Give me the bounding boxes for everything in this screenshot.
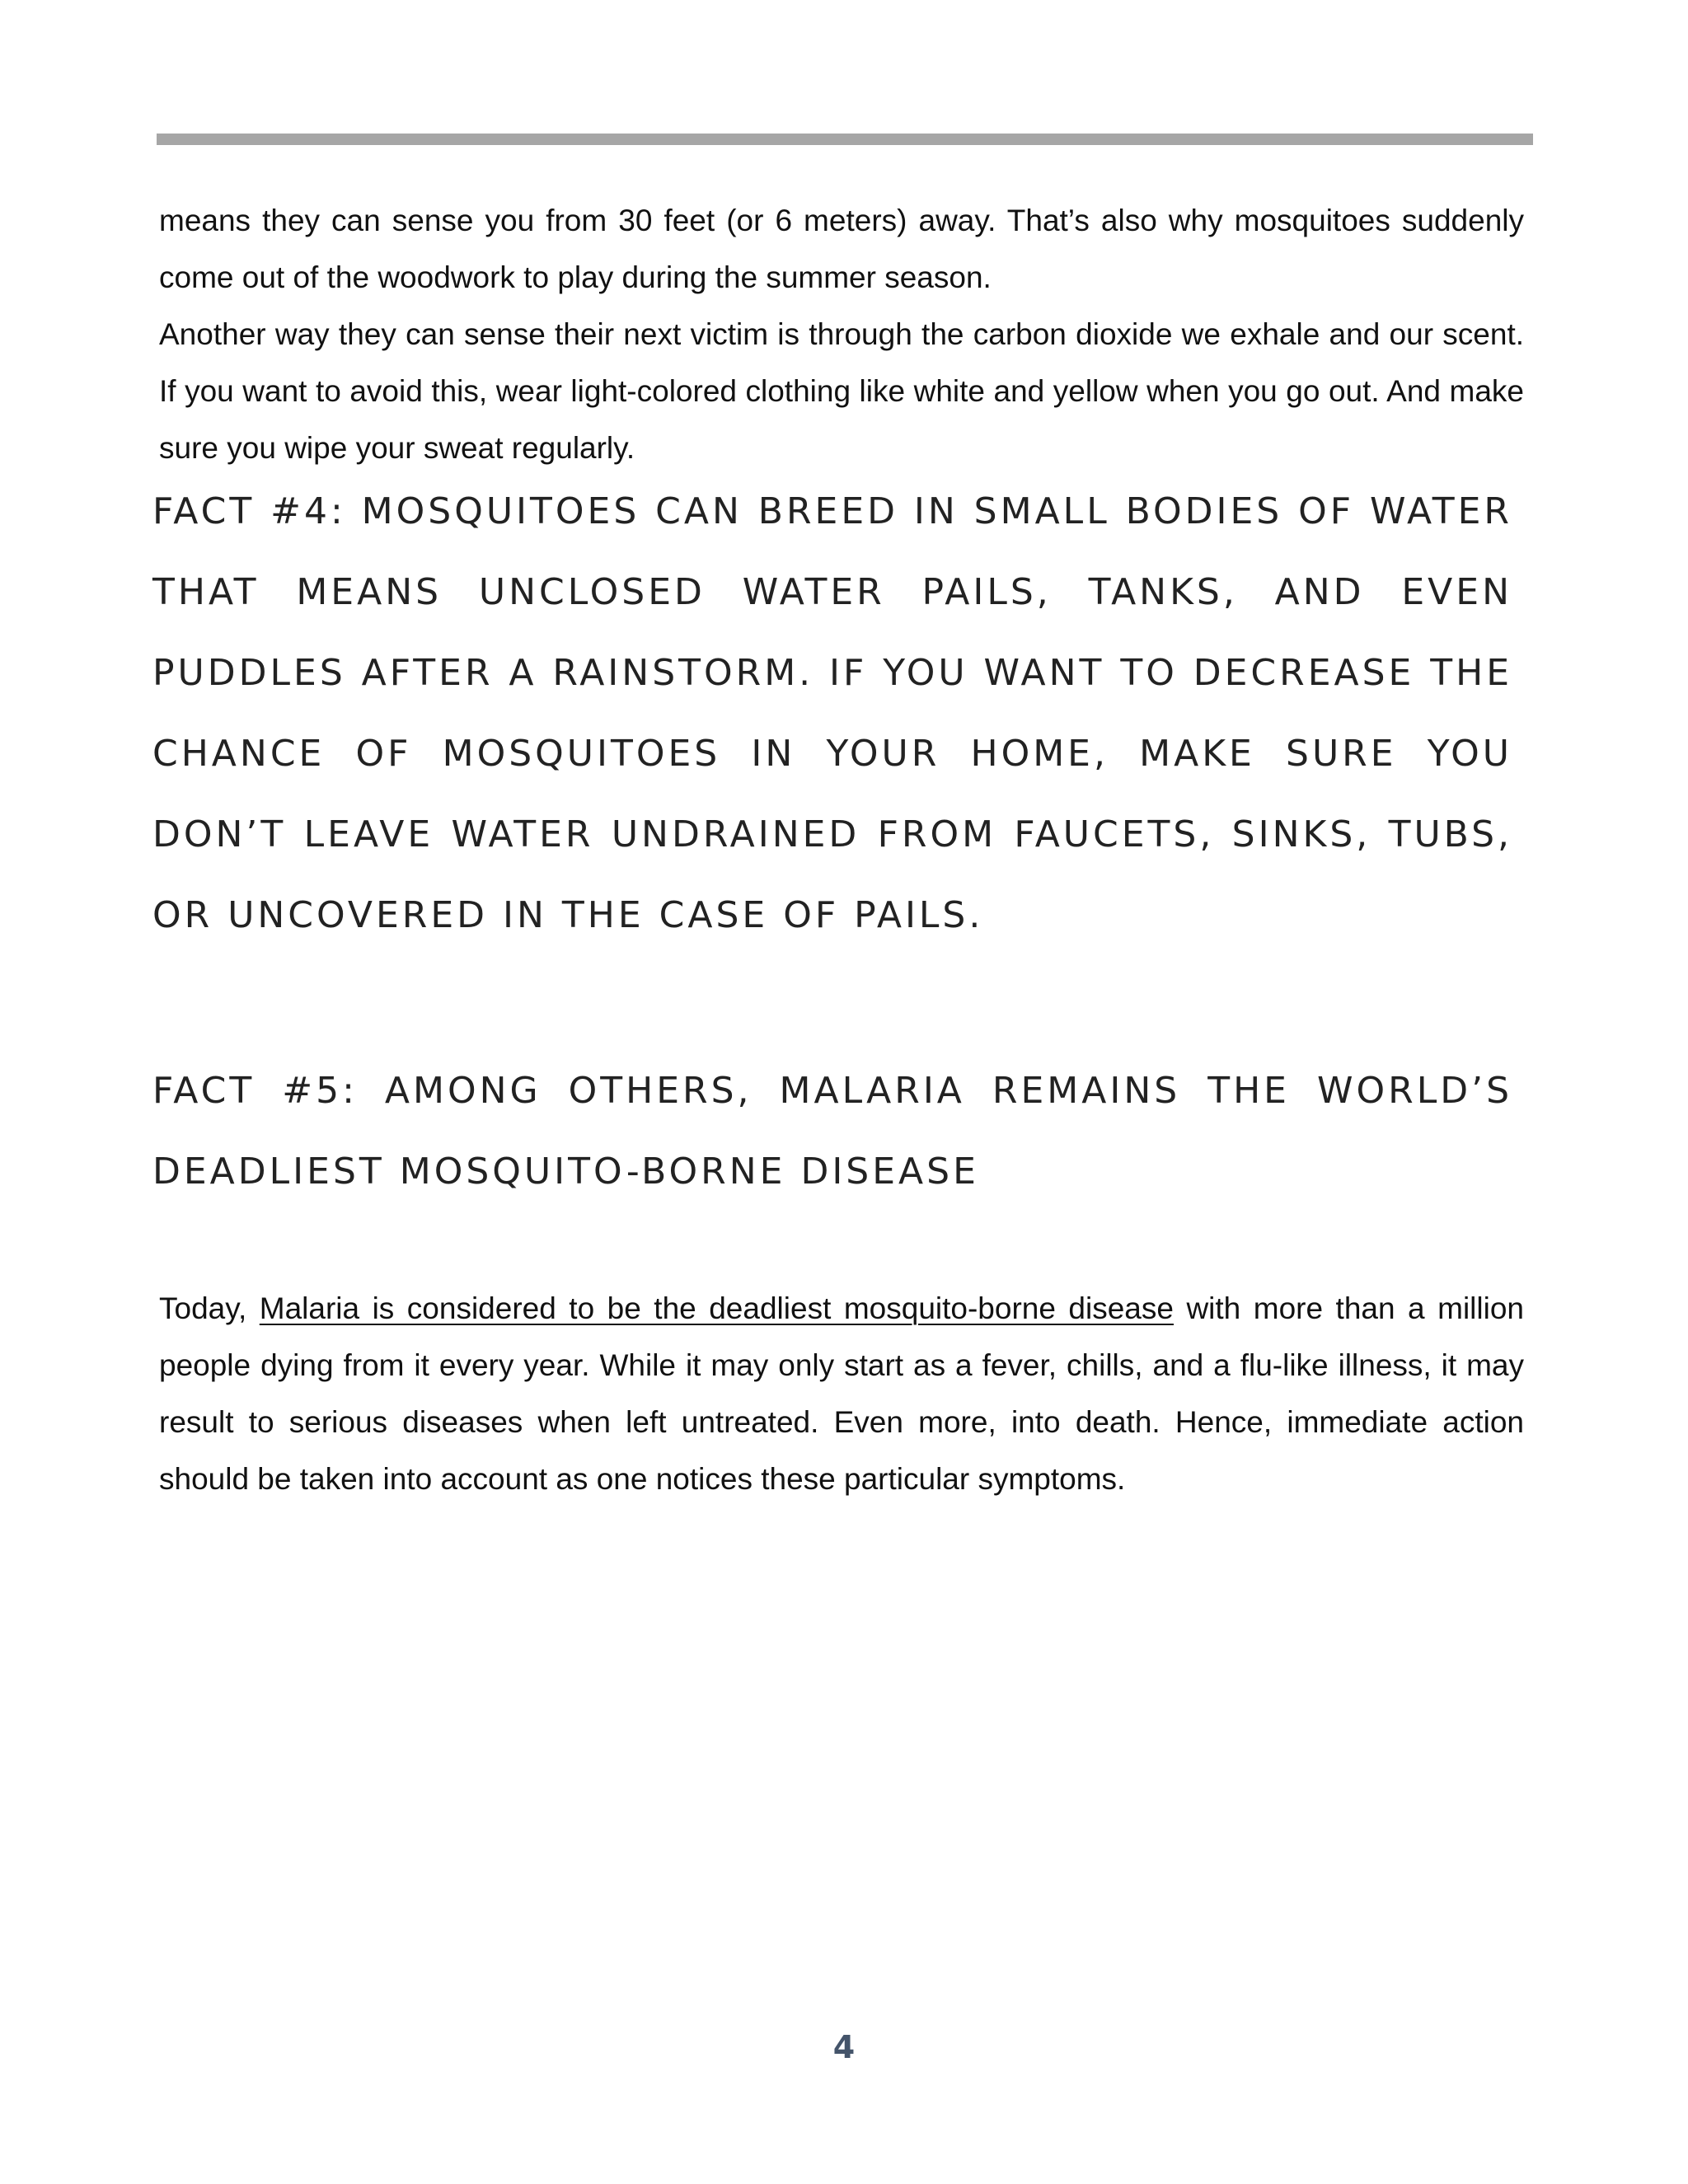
fact-5-heading: FACT #5: AMONG OTHERS, MALARIA REMAINS THE WORLD’S DEADLIEST MOSQUITO-BORNE DISEASE [152, 1070, 1512, 1193]
paragraph-scent: Another way they can sense their next victim is through the carbon dioxide we exhale and our scent. If you want to avoid this, wear light-colored clothing like white and yellow when you go out. And make sure you wipe your sweat regularly. [159, 317, 1524, 465]
malaria-lead: Today, [159, 1291, 260, 1325]
header-rule [157, 134, 1533, 145]
malaria-paragraph [159, 1280, 1524, 1507]
malaria-link[interactable]: Malaria is considered to be the deadliest mosquito-borne disease [259, 1291, 1174, 1325]
malaria-rest: with more than a million people dying from it every year. While it may only start as a fever, chills, and a flu-like illness, it may result to serious diseases when left untreated. Even more, into death. Hence, immediate action should be taken into account as one notices these particular symptoms. [159, 1291, 1524, 1496]
body-text-block [159, 192, 1524, 476]
paragraph-continuation: means they can sense you from 30 feet (or 6 meters) away. That’s also why mosquitoes suddenly come out of the woodwork to play during the summer season. [159, 204, 1524, 294]
fact-4-heading: FACT #4: MOSQUITOES CAN BREED IN SMALL BODIES OF WATER THAT MEANS UNCLOSED WATER PAILS, TANKS, AND EVEN PUDDLES AFTER A RAINSTORM. IF YOU WANT TO DECREASE THE CHANCE OF MOSQUITOES IN YOUR HOME, MAKE SURE YOU DON’T LEAVE WATER UNDRAINED FROM FAUCETS, SINKS, TUBS, OR UNCOVERED IN THE CASE OF PAILS. [152, 490, 1512, 936]
page-number: 4 [832, 2029, 856, 2065]
